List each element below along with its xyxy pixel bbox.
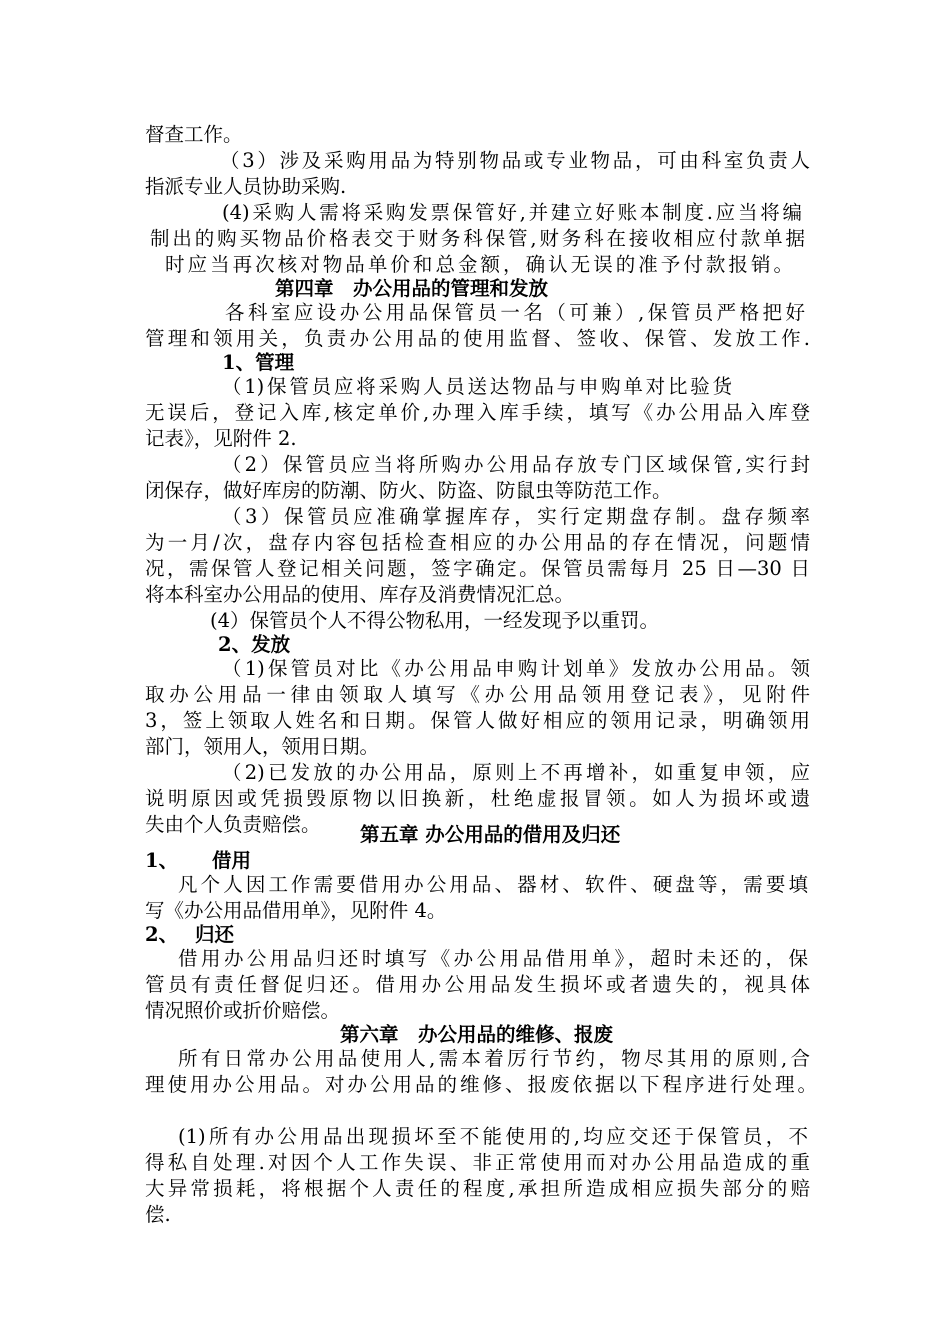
text-line: 所有日常办公用品使用人,需本着厉行节约，物尽其用的原则,合 [178, 1047, 810, 1070]
item-number: 2、 [145, 923, 179, 946]
text-line: 凡个人因工作需要借用办公用品、器材、软件、硬盘等，需要填 [178, 873, 808, 896]
text-line: （1)保管员应将采购人员送达物品与申购单对比验货 [222, 375, 732, 398]
section-heading-return: 归还 [195, 923, 235, 946]
text-line: 部门，领用人，领用日期。 [145, 735, 380, 758]
text-line: (4）保管员个人不得公物私用，一经发现予以重罚。 [210, 609, 660, 632]
text-line: 督查工作。 [145, 123, 243, 146]
text-line: 说明原因或凭损毁原物以旧换新，杜绝虚报冒领。如人为损坏或遗 [145, 787, 810, 810]
text-line: 大异常损耗，将根据个人责任的程度,承担所造成相应损失部分的赔 [145, 1177, 810, 1200]
section-heading-borrow: 借用 [212, 849, 252, 872]
text-line: （1)保管员对比《办公用品申购计划单》发放办公用品。领 [222, 657, 810, 680]
text-line: 为一月/次，盘存内容包括检查相应的办公用品的存在情况，问题情 [145, 531, 810, 554]
text-line: 各科室应设办公用品保管员一名（可兼）,保管员严格把好 [225, 301, 805, 324]
text-line: 指派专业人员协助采购. [145, 175, 347, 198]
text-line: 无误后，登记入库,核定单价,办理入库手续，填写《办公用品入库登 [145, 401, 810, 424]
text-line: 管员有责任督促归还。借用办公用品发生损坏或者遗失的，视具体 [145, 973, 810, 996]
chapter-5-heading: 第五章 办公用品的借用及归还 [360, 823, 621, 846]
text-line: （3）涉及采购用品为特别物品或专业物品，可由科室负责人 [220, 149, 810, 172]
section-heading-distribution: 2、发放 [218, 633, 291, 656]
text-line: 偿. [145, 1203, 171, 1226]
chapter-4-heading: 第四章 办公用品的管理和发放 [275, 277, 549, 300]
text-line: 情况照价或折价赔偿。 [145, 999, 341, 1022]
text-line: 理使用办公用品。对办公用品的维修、报废依据以下程序进行处理。 [145, 1073, 817, 1096]
text-line: (4)采购人需将采购发票保管好,并建立好账本制度.应当将编 [222, 201, 802, 224]
section-heading-management: 1、管理 [222, 351, 295, 374]
text-line: 况，需保管人登记相关问题，签字确定。保管员需每月 25 日—30 日 [145, 557, 810, 580]
text-line: 时应当再次核对物品单价和总金额，确认无误的准予付款报销。 [165, 253, 793, 276]
text-line: (1)所有办公用品出现损坏至不能使用的,均应交还于保管员，不 [178, 1125, 808, 1148]
item-number: 1、 [145, 849, 179, 872]
text-line: 得私自处理.对因个人工作失误、非正常使用而对办公用品造成的重 [145, 1151, 810, 1174]
text-line: 将本科室办公用品的使用、库存及消费情况汇总。 [145, 583, 575, 606]
text-line: 闭保存，做好库房的防潮、防火、防盗、防鼠虫等防范工作。 [145, 479, 672, 502]
text-line: 制出的购买物品价格表交于财务科保管,财务科在接收相应付款单据 [150, 227, 805, 250]
text-line: （2)已发放的办公用品，原则上不再增补，如重复申领，应 [222, 761, 810, 784]
text-line: 记表》，见附件 2. [145, 427, 297, 450]
text-line: 管理和领用关，负责办公用品的使用监督、签收、保管、发放工作. [145, 327, 810, 350]
chapter-6-heading: 第六章 办公用品的维修、报废 [340, 1023, 614, 1046]
text-line: 取办公用品一律由领取人填写《办公用品领用登记表》，见附件 [145, 683, 810, 706]
text-line: 借用办公用品归还时填写《办公用品借用单》，超时未还的，保 [178, 947, 808, 970]
text-line: 写《办公用品借用单》，见附件 4。 [145, 899, 447, 922]
text-line: 3，签上领取人姓名和日期。保管人做好相应的领用记录，明确领用 [145, 709, 810, 732]
text-line: （2）保管员应当将所购办公用品存放专门区域保管,实行封 [222, 453, 810, 476]
text-line: （3）保管员应准确掌握库存，实行定期盘存制。盘存频率 [222, 505, 810, 528]
text-line: 失由个人负责赔偿。 [145, 813, 321, 836]
